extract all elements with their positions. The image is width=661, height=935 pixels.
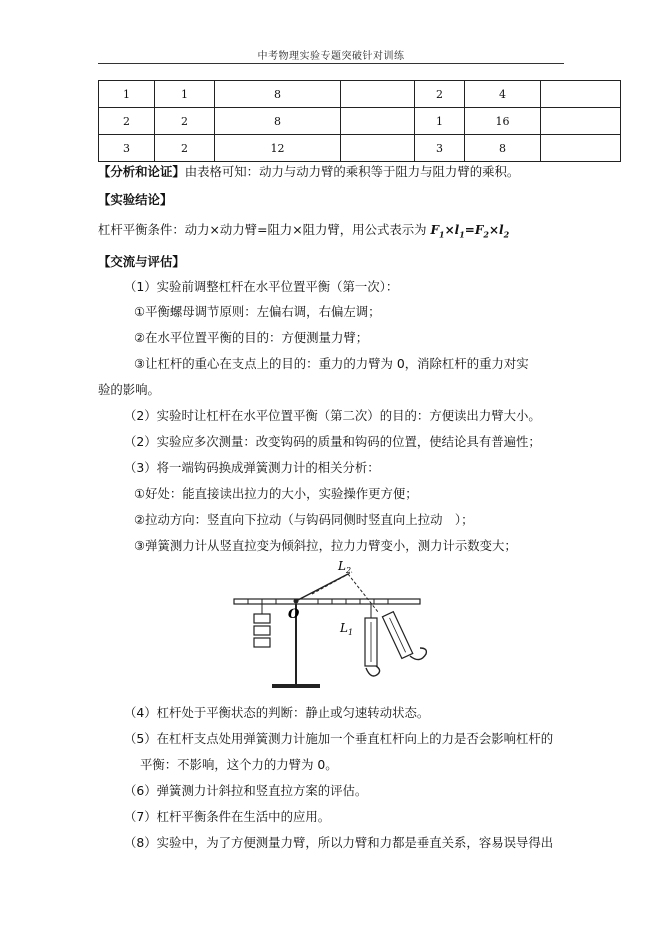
table-cell: 1 — [415, 108, 465, 135]
lever-diagram — [228, 556, 452, 694]
balance-formula: $F_1\times l_1=F_2\times l_2$ — [430, 223, 510, 240]
label-o: O — [288, 607, 300, 622]
eval-line: ①好处：能直接读出拉力的大小，实验操作更方便； — [134, 486, 418, 501]
table-cell: 2 — [155, 108, 215, 135]
eval-line: ①平衡螺母调节原则：左偏右调，右偏左调； — [134, 304, 381, 319]
eval-line: （2）实验应多次测量：改变钩码的质量和钩码的位置，使结论具有普遍性； — [124, 434, 541, 449]
table-cell — [341, 108, 415, 135]
table-cell: 8 — [215, 81, 341, 108]
conclusion-heading: 【实验结论】 — [98, 192, 173, 207]
conclusion-paragraph — [98, 222, 509, 242]
eval-line: ②拉动方向：竖直向下拉动（与钩码同侧时竖直向上拉动 ）； — [134, 512, 474, 527]
analysis-heading: 【分析和论证】 — [98, 164, 185, 179]
table-cell: 1 — [99, 81, 155, 108]
table-cell — [341, 81, 415, 108]
table-cell: 3 — [99, 135, 155, 162]
eval-line: ②在水平位置平衡的目的：方便测量力臂； — [134, 330, 369, 345]
eval-line: （8）实验中，为了方便测量力臂，所以力臂和力都是垂直关系，容易误导得出 — [124, 835, 554, 850]
table-row — [99, 108, 621, 135]
data-table — [98, 80, 621, 162]
table-cell — [341, 135, 415, 162]
eval-line: （4）杠杆处于平衡状态的判断：静止或匀速转动状态。 — [124, 705, 430, 720]
header-divider — [98, 63, 564, 64]
table-cell: 2 — [99, 108, 155, 135]
label-l1: $L_1$ — [340, 621, 354, 637]
eval-line: （7）杠杆平衡条件在生活中的应用。 — [124, 809, 331, 824]
table-cell: 16 — [465, 108, 541, 135]
table-cell: 8 — [465, 135, 541, 162]
table-cell: 8 — [215, 108, 341, 135]
table-cell: 3 — [415, 135, 465, 162]
tilted-spring-scale — [382, 612, 412, 659]
eval-line: （6）弹簧测力计斜拉和竖直拉方案的评估。 — [124, 783, 368, 798]
eval-line: 平衡：不影响，这个力的力臂为 0。 — [140, 757, 338, 772]
table-row — [99, 81, 621, 108]
label-l2: $L_2$ — [338, 559, 352, 575]
table-cell: 4 — [465, 81, 541, 108]
table-cell — [541, 81, 621, 108]
force-line — [348, 574, 378, 612]
table-cell: 2 — [155, 135, 215, 162]
page-header: 中考物理实验专题突破针对训练 — [257, 51, 405, 62]
table-cell — [541, 135, 621, 162]
hand-1 — [366, 666, 380, 676]
stand-base — [272, 684, 320, 688]
table-cell: 12 — [215, 135, 341, 162]
eval-line: （2）实验时让杠杆在水平位置平衡（第二次）的目的：方便读出力臂大小。 — [124, 408, 541, 423]
conclusion-text: 杠杆平衡条件：动力×动力臂=阻力×阻力臂，用公式表示为 — [98, 222, 427, 237]
analysis-text: 由表格可知：动力与动力臂的乘积等于阻力与阻力臂的乘积。 — [184, 164, 520, 179]
evaluation-heading: 【交流与评估】 — [98, 254, 185, 269]
table-cell — [541, 108, 621, 135]
eval-line: （1）实验前调整杠杆在水平位置平衡（第一次）： — [124, 279, 399, 294]
analysis-paragraph — [98, 164, 519, 180]
eval-line: （3）将一端钩码换成弹簧测力计的相关分析： — [124, 460, 380, 475]
hook-weights — [254, 614, 270, 647]
eval-line: （5）在杠杆支点处用弹簧测力计施加一个垂直杠杆向上的力是否会影响杠杆的 — [124, 731, 554, 746]
table-row — [99, 135, 621, 162]
eval-line: ③让杠杆的重心在支点上的目的：重力的力臂为 0，消除杠杆的重力对实 — [134, 356, 529, 371]
eval-line: ③弹簧测力计从竖直拉变为倾斜拉，拉力力臂变小，测力计示数变大； — [134, 538, 517, 553]
table-cell: 2 — [415, 81, 465, 108]
eval-line: 验的影响。 — [98, 382, 160, 397]
table-cell: 1 — [155, 81, 215, 108]
